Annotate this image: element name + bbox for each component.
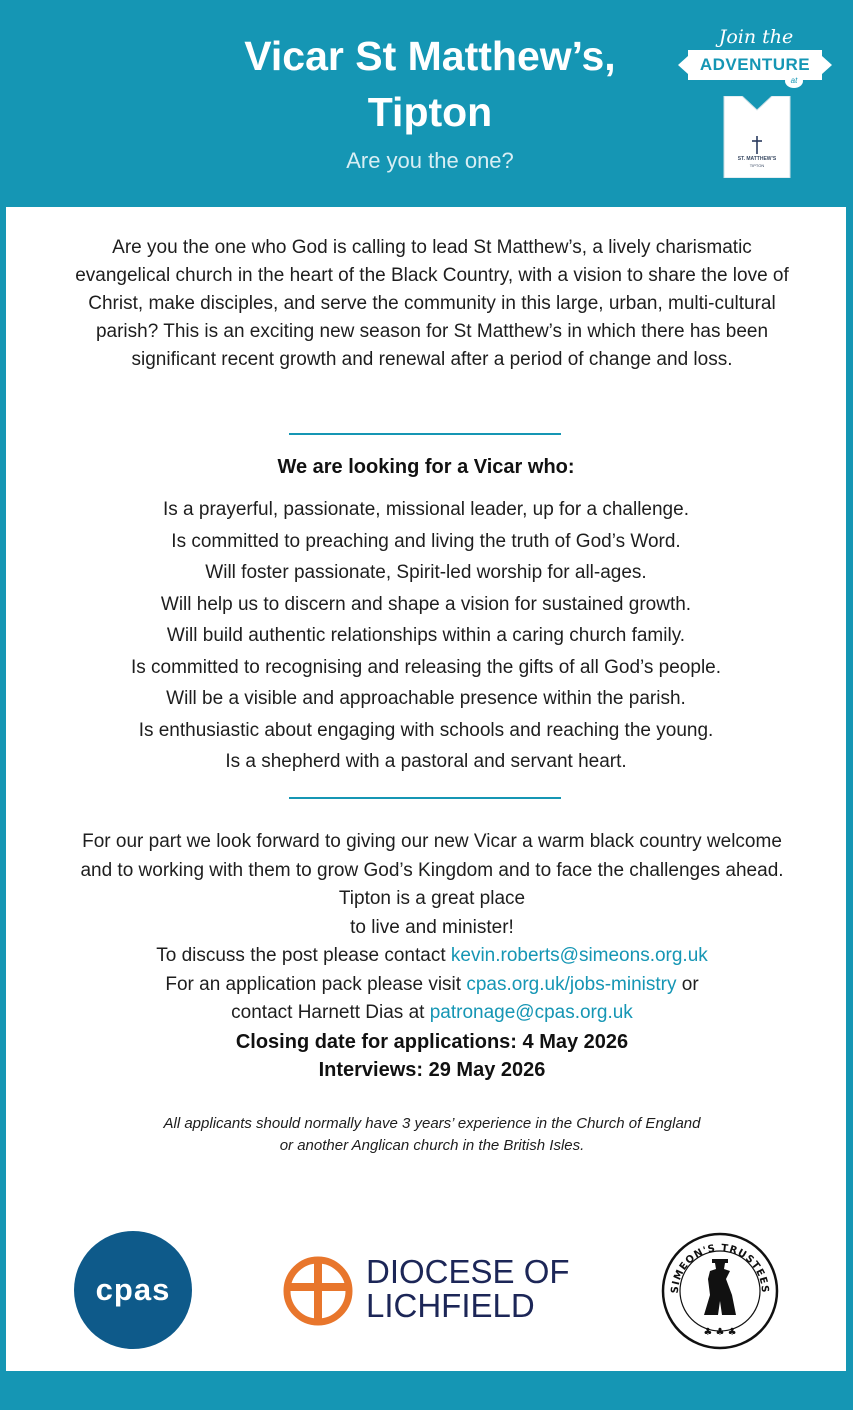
quality-item: Is committed to preaching and living the truth of God’s Word. [171,530,681,552]
badge-at-text: at [785,74,803,88]
contact-prefix: To discuss the post please contact [156,945,451,966]
quality-item: Will build authentic relationships within a caring church family. [166,625,686,646]
pack-suffix: or [676,973,699,995]
patronage-contact-line [72,999,792,1028]
contact2-prefix: contact Harnett Dias at [231,1002,430,1023]
diocese-cross-icon [282,1255,354,1327]
title-line-1: Vicar St Matthew’s, [244,33,616,79]
diocese-of-lichfield-logo [282,1251,582,1331]
eligibility-note-line2: or another Anglican church in the British Isles. [279,1137,585,1154]
join-the-adventure-badge [682,26,830,186]
jobs-ministry-link[interactable]: cpas.org.uk/jobs-ministry [466,973,677,995]
patronage-email-link[interactable]: patronage@cpas.org.uk [429,1002,633,1023]
eligibility-note [72,1113,792,1157]
divider-bottom [289,797,561,799]
quality-item: Is enthusiastic about engaging with schools and reaching the young. [138,719,714,741]
eligibility-note-line1: All applicants should normally have 3 years’ experience in the Church of England [163,1115,701,1132]
intro-paragraph: Are you the one who God is calling to lead St Matthew’s, a lively charismatic evangelical church in the heart of the Black Country, with a vision to share the love of Christ, make disciples, and serve the community in this large, urban, multi-cultural parish? This is an exciting new season for St Matthew’s in which there has been significant recent growth and renewal after a period of change and loss. [75,237,789,370]
church-logo-place: TIPTON [749,163,765,168]
divider-top [289,433,561,435]
diocese-name-line1: DIOCESE OF [366,1253,570,1290]
diocese-name-line2: LICHFIELD [366,1287,535,1324]
simeons-trustees-logo [660,1231,780,1351]
simeons-trustees-text: SIMEON'S TRUSTEES [669,1242,771,1294]
contact-email-link[interactable]: kevin.roberts@simeons.org.uk [450,945,708,966]
closing-paragraph [72,828,792,942]
looking-for-heading: We are looking for a Vicar who: [277,456,575,478]
page-title [190,28,670,140]
closing-section [72,828,792,1085]
quality-item: Will be a visible and approachable presence within the parish. [166,688,686,709]
quality-item: Is a shepherd with a pastoral and servant heart. [225,751,627,772]
qualities-list [6,494,846,778]
quality-item: Will help us to discern and shape a vision for sustained growth. [160,593,692,615]
interview-date: Interviews: 29 May 2026 [318,1059,546,1081]
quality-item: Is a prayerful, passionate, missional leader, up for a challenge. [163,499,689,520]
closing-paragraph-end: to live and minister! [350,916,514,938]
cpas-logo: cpas [74,1231,192,1349]
badge-banner: ADVENTURE [688,50,822,80]
badge-script-text: Join the [718,26,794,48]
advert-card [6,207,846,1371]
church-logo-name: ST. MATTHEW’S [737,156,777,162]
contact-line [72,942,792,971]
svg-text:♣ ♣ ♣: ♣ ♣ ♣ [703,1327,737,1338]
title-line-2: Tipton [367,89,493,135]
closing-date: Closing date for applications: 4 May 2026 [235,1030,629,1053]
pack-prefix: For an application pack please visit [165,973,467,995]
quality-item: Is committed to recognising and releasing the gifts of all God’s people. [130,656,722,678]
quality-item: Will foster passionate, Spirit-led worship for all-ages. [205,562,647,583]
page-subtitle: Are you the one? [346,148,514,173]
closing-paragraph-text: For our part we look forward to giving our new Vicar a warm black country welcome and to working with them to grow God’s Kingdom and to face the challenges ahead. Tipton is a great place [80,831,784,909]
application-pack-line [72,971,792,1000]
header-banner [0,0,853,207]
